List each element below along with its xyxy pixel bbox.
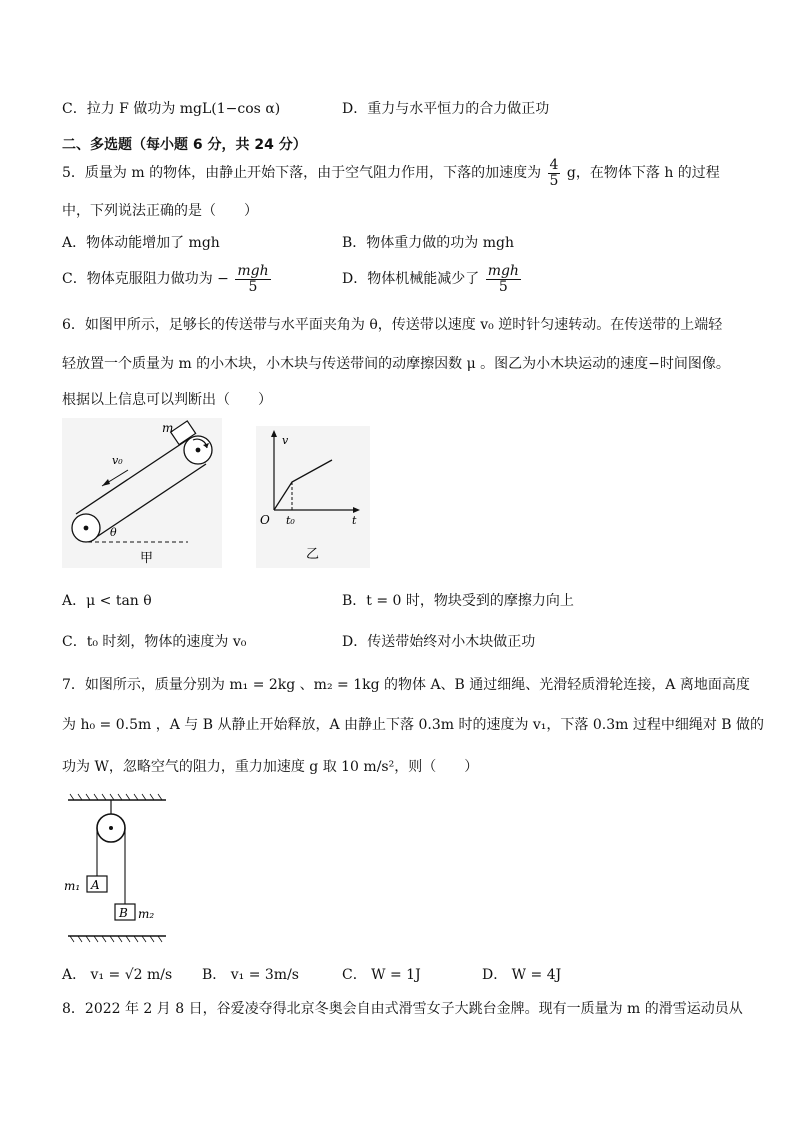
q5-fraction: [548, 158, 561, 188]
q7-option-c: C． W = 1J: [342, 967, 421, 983]
label-m: m: [162, 421, 174, 435]
conveyor-belt-figure: [62, 418, 222, 568]
q6-option-a: A．μ < tan θ: [62, 593, 152, 609]
q7-option-b: B． v₁ = 3m/s: [202, 967, 299, 983]
q5-stem-line2: 中，下列说法正确的是（ ）: [62, 203, 258, 219]
velocity-time-graph: [256, 426, 370, 568]
q7-option-a: A． v₁ = √2 m/s: [62, 967, 173, 983]
q5-option-c-numerator: mgh: [237, 263, 269, 279]
label-t0: t₀: [286, 514, 295, 527]
q5-option-a: A．物体动能增加了 mgh: [62, 235, 220, 251]
section-heading: 二、多选题（每小题 6 分，共 24 分）: [62, 137, 307, 153]
q5-stem-part1: 5．质量为 m 的物体，由静止开始下落，由于空气阻力作用，下落的加速度为: [62, 165, 542, 182]
q5-fraction-denominator: 5: [549, 172, 559, 189]
q6-option-d: D．传送带始终对小木块做正功: [342, 634, 536, 650]
q5-option-c-denominator: 5: [248, 278, 258, 295]
q5-option-d-text: D．物体机械能减少了: [342, 271, 480, 288]
label-m2: m₂: [138, 907, 155, 921]
label-theta: θ: [110, 526, 117, 539]
q4-option-d: D．重力与水平恒力的合力做正功: [342, 101, 550, 117]
q5-option-d-numerator: mgh: [487, 263, 519, 279]
label-block-b: B: [119, 906, 128, 920]
q7-stem-line1: 7．如图所示，质量分别为 m₁ = 2kg 、m₂ = 1kg 的物体 A、B 通过细绳、光滑轻质滑轮连接，A 离地面高度: [62, 677, 750, 693]
q6-stem-line3: 根据以上信息可以判断出（ ）: [62, 392, 272, 408]
q5-option-d-fraction: [486, 264, 521, 294]
q6-option-b: B．t = 0 时，物块受到的摩擦力向上: [342, 593, 574, 609]
label-v0: v₀: [112, 454, 123, 467]
q5-option-d-denominator: 5: [498, 278, 508, 295]
q5-option-c-text: C．物体克服阻力做功为 −: [62, 271, 229, 288]
label-v: v: [282, 434, 289, 447]
caption-jia: 甲: [140, 551, 154, 566]
label-origin: O: [260, 513, 270, 527]
label-t: t: [352, 514, 357, 527]
q6-stem-line1: 6．如图甲所示，足够长的传送带与水平面夹角为 θ，传送带以速度 v₀ 逆时针匀速转动。在传送带的上端轻: [62, 317, 723, 333]
q6-stem-line2: 轻放置一个质量为 m 的小木块，小木块与传送带间的动摩擦因数 μ 。图乙为小木块运动的速度−时间图像。: [62, 356, 730, 372]
label-m1: m₁: [64, 879, 81, 893]
q7-option-d: D． W = 4J: [482, 967, 562, 983]
q8-stem-line1: 8．2022 年 2 月 8 日，谷爱凌夺得北京冬奥会自由式滑雪女子大跳台金牌。现有一质量为 m 的滑雪运动员从: [62, 1001, 743, 1017]
label-block-a: A: [91, 878, 100, 892]
q5-stem-line1: [62, 158, 720, 188]
q7-stem-line3: 功为 W，忽略空气的阻力，重力加速度 g 取 10 m/s²，则（ ）: [62, 759, 479, 775]
q5-option-c: [62, 264, 273, 294]
caption-yi: 乙: [306, 547, 320, 562]
q5-option-d: [342, 264, 523, 294]
pulley-figure: [62, 790, 174, 948]
q5-option-b: B．物体重力做的功为 mgh: [342, 235, 514, 251]
q5-option-c-fraction: [235, 264, 270, 294]
q6-option-c: C．t₀ 时刻，物体的速度为 v₀: [62, 634, 247, 650]
q7-stem-line2: 为 h₀ = 0.5m ，A 与 B 从静止开始释放，A 由静止下落 0.3m 时的速度为 v₁，下落 0.3m 过程中细绳对 B 做的: [62, 717, 765, 733]
q5-stem-part2: g，在物体下落 h 的过程: [566, 165, 720, 182]
q5-fraction-numerator: 4: [549, 157, 559, 173]
q4-option-c: C．拉力 F 做功为 mgL(1−cos α): [62, 101, 281, 117]
